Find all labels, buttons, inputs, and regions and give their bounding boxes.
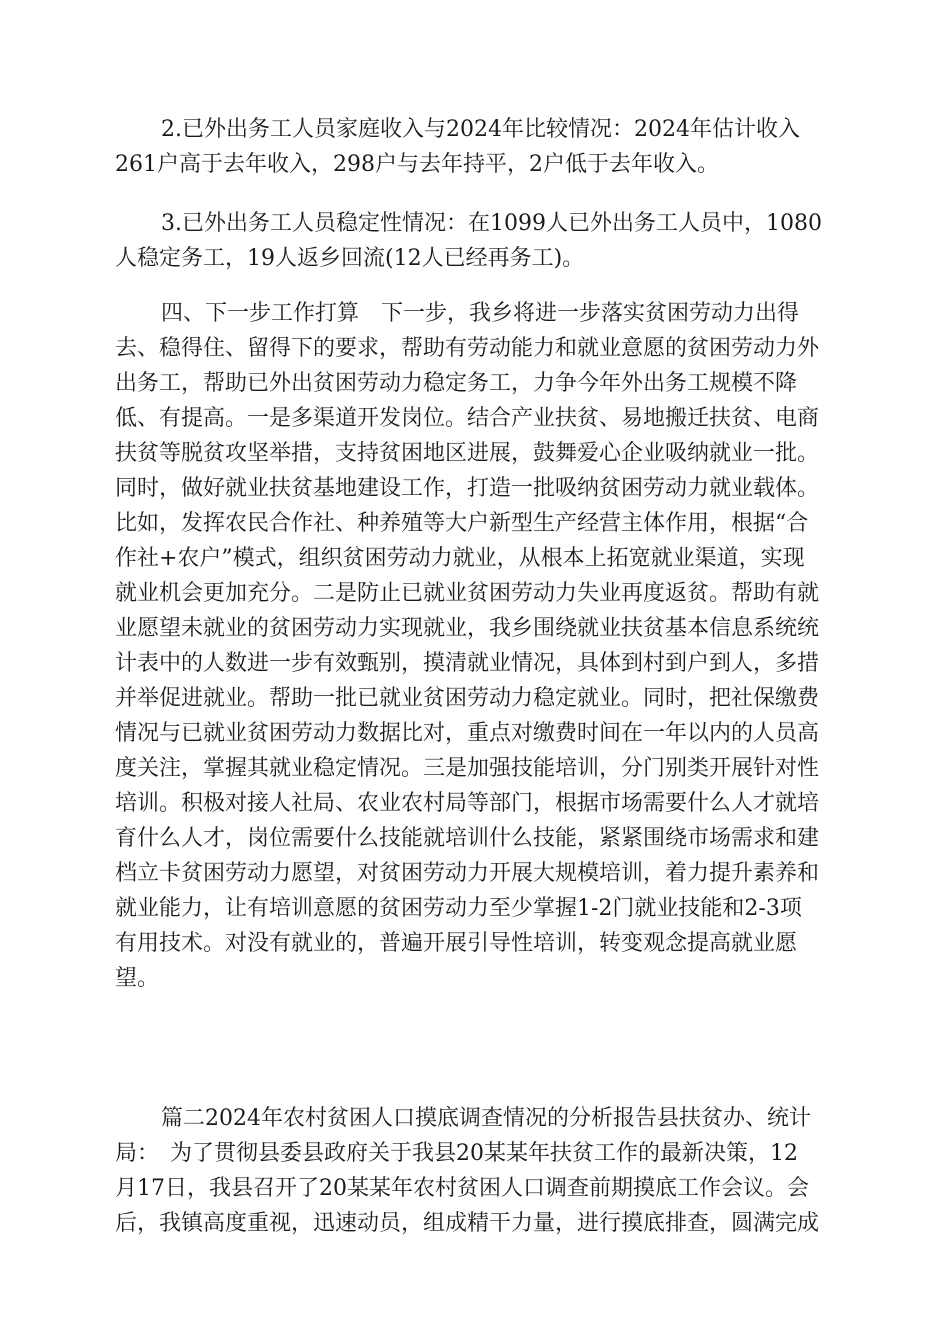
- paragraph-line: 档立卡贫困劳动力愿望，对贫困劳动力开展大规模培训，着力提升素养和: [115, 861, 820, 886]
- paragraph-line: 篇二2024年农村贫困人口摸底调查情况的分析报告县扶贫办、统计: [161, 1106, 811, 1131]
- paragraph-line: 望。: [115, 966, 160, 991]
- paragraph-income-comparison: [115, 112, 835, 182]
- paragraph-line: 后，我镇高度重视，迅速动员，组成精干力量，进行摸底排查，圆满完成: [115, 1211, 820, 1236]
- paragraph-line: 情况与已就业贫困劳动力数据比对，重点对缴费时间在一年以内的人员高: [115, 721, 820, 746]
- paragraph-line: 业愿望未就业的贫困劳动力实现就业，我乡围绕就业扶贫基本信息系统统: [115, 616, 820, 641]
- paragraph-line: 就业能力，让有培训意愿的贫困劳动力至少掌握1-2门就业技能和2-3项: [115, 896, 802, 921]
- paragraph-line: 计表中的人数进一步有效甄别，摸清就业情况，具体到村到户到人，多措: [115, 651, 820, 676]
- paragraph-line: 育什么人才，岗位需要什么技能就培训什么技能，紧紧围绕市场需求和建: [115, 826, 820, 851]
- paragraph-line: 扶贫等脱贫攻坚举措，支持贫困地区进展，鼓舞爱心企业吸纳就业一批。: [115, 441, 820, 466]
- paragraph-line: 2.已外出务工人员家庭收入与2024年比较情况：2024年估计收入: [161, 117, 800, 142]
- paragraph-stability: [115, 206, 835, 276]
- paragraph-line: 培训。积极对接人社局、农业农村局等部门，根据市场需要什么人才就培: [115, 791, 820, 816]
- paragraph-next-steps: [115, 296, 835, 996]
- paragraph-line: 出务工，帮助已外出贫困劳动力稳定务工，力争今年外出务工规模不降: [115, 371, 798, 396]
- paragraph-line: 月17日，我县召开了20某某年农村贫困人口调查前期摸底工作会议。会: [115, 1176, 809, 1201]
- paragraph-line: 就业机会更加充分。二是防止已就业贫困劳动力失业再度返贫。帮助有就: [115, 581, 820, 606]
- paragraph-line: 人稳定务工，19人返乡回流(12人已经再务工)。: [115, 246, 585, 271]
- paragraph-line: 3.已外出务工人员稳定性情况：在1099人已外出务工人员中，1080: [161, 211, 822, 236]
- paragraph-line: 四、下一步工作打算 下一步，我乡将进一步落实贫困劳动力出得: [161, 301, 800, 326]
- paragraph-line: 并举促进就业。帮助一批已就业贫困劳动力稳定就业。同时，把社保缴费: [115, 686, 820, 711]
- paragraph-part-two: [115, 1101, 835, 1241]
- paragraph-line: 局： 为了贯彻县委县政府关于我县20某某年扶贫工作的最新决策，12: [115, 1141, 798, 1166]
- paragraph-line: 比如，发挥农民合作社、种养殖等大户新型生产经营主体作用，根据“合: [115, 511, 809, 536]
- paragraph-line: 度关注，掌握其就业稳定情况。三是加强技能培训，分门别类开展针对性: [115, 756, 820, 781]
- paragraph-line: 有用技术。对没有就业的，普遍开展引导性培训，转变观念提高就业愿: [115, 931, 798, 956]
- paragraph-line: 同时，做好就业扶贫基地建设工作，打造一批吸纳贫困劳动力就业载体。: [115, 476, 820, 501]
- paragraph-line: 作社+农户”模式，组织贫困劳动力就业，从根本上拓宽就业渠道，实现: [115, 546, 805, 571]
- paragraph-line: 去、稳得住、留得下的要求，帮助有劳动能力和就业意愿的贫困劳动力外: [115, 336, 820, 361]
- paragraph-line: 261户高于去年收入，298户与去年持平，2户低于去年收入。: [115, 152, 719, 177]
- paragraph-line: 低、有提高。一是多渠道开发岗位。结合产业扶贫、易地搬迁扶贫、电商: [115, 406, 820, 431]
